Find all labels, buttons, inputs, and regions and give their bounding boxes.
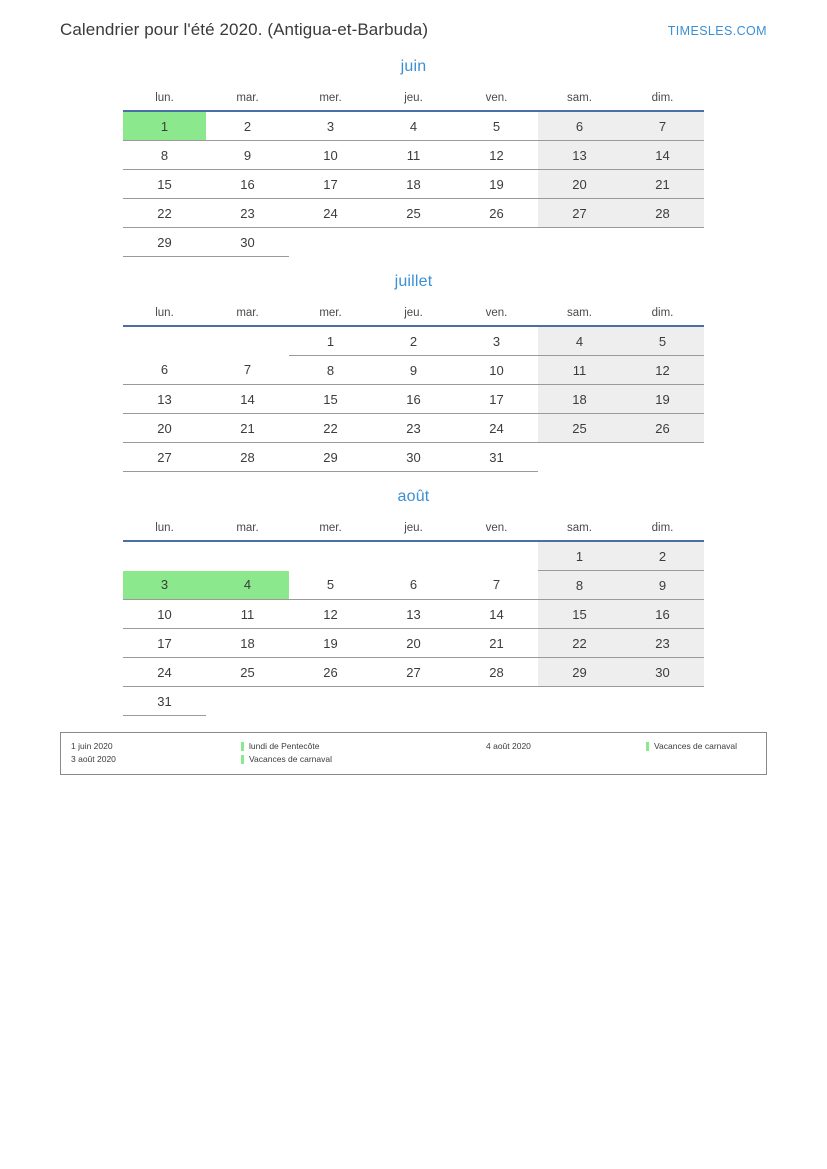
weekday-header: ven. [455,305,538,326]
weekday-header: sam. [538,90,621,111]
empty-cell [372,228,455,257]
day-cell-weekend[interactable]: 20 [538,170,621,199]
empty-cell [289,687,372,716]
weekday-header: jeu. [372,305,455,326]
holiday-swatch-icon [241,742,244,751]
day-cell-weekend[interactable]: 9 [621,571,704,600]
weekday-header: sam. [538,305,621,326]
empty-cell [289,541,372,571]
month-block [60,58,767,257]
day-cell[interactable]: 31 [455,443,538,472]
weekday-header: mar. [206,90,289,111]
day-cell[interactable]: 11 [372,141,455,170]
day-cell-weekend[interactable]: 7 [621,111,704,141]
week-row [123,571,704,600]
legend-label: Vacances de carnaval [249,754,333,764]
day-cell-weekend[interactable]: 19 [621,385,704,414]
week-row [123,414,704,443]
day-cell[interactable]: 16 [372,385,455,414]
day-cell[interactable]: 4 [372,111,455,141]
legend [60,732,767,775]
day-cell-weekend[interactable]: 15 [538,600,621,629]
day-cell[interactable]: 15 [289,385,372,414]
empty-cell [123,326,206,356]
legend-date: 1 juin 2020 [71,741,113,751]
weekday-header: lun. [123,90,206,111]
day-cell-weekend[interactable]: 18 [538,385,621,414]
weekday-header: dim. [621,305,704,326]
day-cell[interactable]: 30 [372,443,455,472]
day-cell[interactable]: 19 [455,170,538,199]
week-row [123,629,704,658]
day-cell[interactable]: 10 [455,356,538,385]
weekday-header-row [123,90,704,111]
day-cell[interactable]: 14 [206,385,289,414]
month-table [123,305,704,472]
empty-cell [289,228,372,257]
day-cell-weekend[interactable]: 2 [621,541,704,571]
legend-row [71,740,756,753]
week-row [123,228,704,257]
day-cell[interactable]: 2 [206,111,289,141]
day-cell-weekend[interactable]: 21 [621,170,704,199]
week-row [123,170,704,199]
week-row [123,658,704,687]
empty-cell [372,541,455,571]
empty-cell [455,687,538,716]
legend-entry [646,740,756,753]
legend-label: lundi de Pentecôte [249,741,320,751]
day-cell-holiday[interactable]: 4 [206,571,289,600]
day-cell-weekend[interactable]: 28 [621,199,704,228]
legend-label: Vacances de carnaval [654,741,738,751]
day-cell[interactable]: 25 [372,199,455,228]
week-row [123,326,704,356]
day-cell-weekend[interactable]: 4 [538,326,621,356]
day-cell-weekend[interactable]: 30 [621,658,704,687]
day-cell[interactable]: 28 [455,658,538,687]
empty-cell [455,541,538,571]
day-cell-weekend[interactable]: 5 [621,326,704,356]
month-block [60,273,767,472]
empty-cell [538,228,621,257]
weekday-header: dim. [621,520,704,541]
legend-entry [241,740,486,753]
weekday-header: jeu. [372,520,455,541]
empty-cell [538,687,621,716]
weekday-header: lun. [123,520,206,541]
empty-cell [621,687,704,716]
day-cell[interactable]: 10 [289,141,372,170]
day-cell[interactable]: 29 [123,228,206,257]
day-cell[interactable]: 20 [372,629,455,658]
day-cell[interactable]: 18 [206,629,289,658]
weekday-header: ven. [455,520,538,541]
day-cell[interactable]: 17 [455,385,538,414]
month-name: juin [400,58,427,75]
day-cell-weekend[interactable]: 29 [538,658,621,687]
weekday-header: mar. [206,520,289,541]
week-row [123,356,704,385]
day-cell[interactable]: 2 [372,326,455,356]
legend-date: 3 août 2020 [71,754,116,764]
day-cell[interactable]: 26 [455,199,538,228]
day-cell[interactable]: 13 [123,385,206,414]
day-cell[interactable]: 10 [123,600,206,629]
month-name: juillet [394,273,433,290]
weekday-header: dim. [621,90,704,111]
month-block [60,488,767,716]
week-row [123,141,704,170]
week-row [123,600,704,629]
weekday-header: jeu. [372,90,455,111]
holiday-swatch-icon [241,755,244,764]
day-cell-holiday[interactable]: 1 [123,111,206,141]
day-cell[interactable]: 12 [455,141,538,170]
empty-cell [206,687,289,716]
week-row [123,111,704,141]
day-cell[interactable]: 8 [289,356,372,385]
day-cell[interactable]: 17 [123,629,206,658]
day-cell[interactable]: 5 [289,571,372,600]
day-cell[interactable]: 22 [123,199,206,228]
day-cell[interactable]: 9 [206,141,289,170]
day-cell-weekend[interactable]: 22 [538,629,621,658]
day-cell[interactable]: 30 [206,228,289,257]
day-cell[interactable]: 23 [206,199,289,228]
month-table [123,520,704,716]
weekday-header: mar. [206,305,289,326]
day-cell[interactable]: 24 [455,414,538,443]
day-cell[interactable]: 3 [289,111,372,141]
day-cell-weekend[interactable]: 26 [621,414,704,443]
week-row [123,443,704,472]
day-cell[interactable]: 17 [289,170,372,199]
empty-cell [123,541,206,571]
empty-cell [538,443,621,472]
day-cell[interactable]: 29 [289,443,372,472]
empty-cell [621,443,704,472]
page-title: Calendrier pour l'été 2020. (Antigua-et-Barbuda) [60,20,429,39]
month-table [123,90,704,257]
day-cell[interactable]: 15 [123,170,206,199]
week-row [123,385,704,414]
day-cell[interactable]: 19 [289,629,372,658]
day-cell[interactable]: 18 [372,170,455,199]
weekday-header: lun. [123,305,206,326]
page-header [0,0,827,40]
day-cell[interactable]: 8 [123,141,206,170]
empty-cell [372,687,455,716]
legend-row [71,753,756,766]
day-cell[interactable]: 7 [206,356,289,385]
day-cell-weekend[interactable]: 27 [538,199,621,228]
day-cell[interactable]: 1 [289,326,372,356]
empty-cell [206,326,289,356]
day-cell[interactable]: 28 [206,443,289,472]
day-cell[interactable]: 11 [206,600,289,629]
day-cell[interactable]: 22 [289,414,372,443]
month-name: août [397,488,430,505]
day-cell-weekend[interactable]: 8 [538,571,621,600]
day-cell[interactable]: 21 [206,414,289,443]
weekday-header: ven. [455,90,538,111]
day-cell[interactable]: 6 [123,356,206,385]
day-cell-weekend[interactable]: 25 [538,414,621,443]
day-cell-weekend[interactable]: 14 [621,141,704,170]
day-cell[interactable]: 20 [123,414,206,443]
holiday-swatch-icon [646,742,649,751]
legend-date: 4 août 2020 [486,741,531,751]
day-cell[interactable]: 16 [206,170,289,199]
day-cell[interactable]: 13 [372,600,455,629]
weekday-header-row [123,305,704,326]
day-cell[interactable]: 26 [289,658,372,687]
day-cell[interactable]: 27 [123,443,206,472]
empty-cell [621,228,704,257]
day-cell[interactable]: 9 [372,356,455,385]
day-cell-weekend[interactable]: 1 [538,541,621,571]
day-cell[interactable]: 23 [372,414,455,443]
day-cell[interactable]: 24 [289,199,372,228]
day-cell-weekend[interactable]: 11 [538,356,621,385]
weekday-header: mer. [289,520,372,541]
day-cell[interactable]: 7 [455,571,538,600]
day-cell[interactable]: 21 [455,629,538,658]
day-cell-weekend[interactable]: 13 [538,141,621,170]
day-cell-weekend[interactable]: 16 [621,600,704,629]
week-row [123,541,704,571]
day-cell[interactable]: 14 [455,600,538,629]
week-row [123,199,704,228]
empty-cell [206,541,289,571]
day-cell-weekend[interactable]: 23 [621,629,704,658]
weekday-header: mer. [289,305,372,326]
day-cell[interactable]: 3 [455,326,538,356]
weekday-header-row [123,520,704,541]
legend-entry [241,753,486,766]
day-cell-holiday[interactable]: 3 [123,571,206,600]
day-cell[interactable]: 6 [372,571,455,600]
day-cell[interactable]: 31 [123,687,206,716]
months-container [0,58,827,716]
empty-cell [455,228,538,257]
day-cell[interactable]: 27 [372,658,455,687]
weekday-header: mer. [289,90,372,111]
day-cell[interactable]: 12 [289,600,372,629]
day-cell-weekend[interactable]: 12 [621,356,704,385]
week-row [123,687,704,716]
day-cell-weekend[interactable]: 6 [538,111,621,141]
weekday-header: sam. [538,520,621,541]
brand-label: TIMESLES.COM [667,24,767,38]
day-cell[interactable]: 5 [455,111,538,141]
day-cell[interactable]: 25 [206,658,289,687]
day-cell[interactable]: 24 [123,658,206,687]
